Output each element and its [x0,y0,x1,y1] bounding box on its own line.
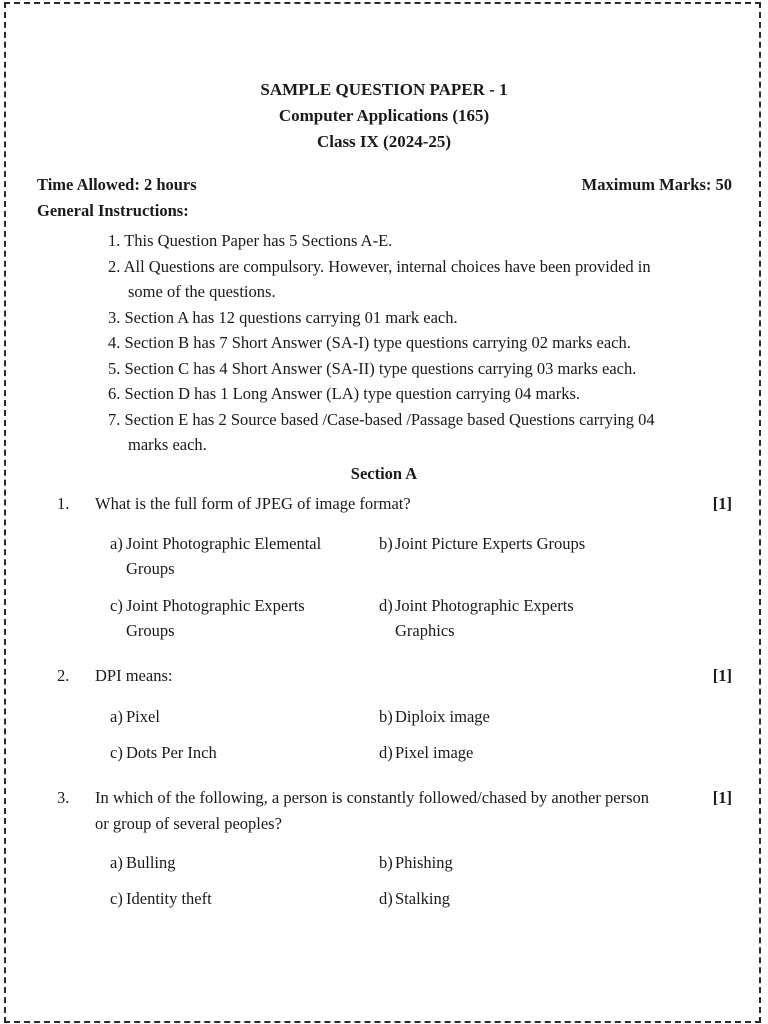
option-label: a) [110,534,123,553]
option-item [379,850,453,875]
question-marks: [1] [712,494,732,513]
option-text: Pixel image [395,743,474,762]
option-label: a) [110,707,123,726]
instruction-number: 1. [108,231,121,250]
option-label: c) [110,596,123,615]
instructions-list [108,228,748,458]
option-item [110,593,305,643]
paper-subject: Computer Applications (165) [278,106,490,125]
instruction-number: 7. [108,409,121,429]
question-number: 1. [57,494,70,513]
option-item [110,886,212,911]
instruction-text-continued: marks each. [128,435,207,454]
instruction-number: 3. [108,307,121,327]
option-item [379,531,585,556]
option-text: Identity theft [126,889,212,908]
option-item [379,886,450,911]
instruction-text: Section B has 7 Short Answer (SA-I) type questions carrying 02 marks each. [124,333,631,352]
instruction-text: Section A has 12 questions carrying 01 mark each. [124,307,458,327]
instruction-item [108,330,748,356]
instruction-item [108,254,748,305]
question-text-continued: or group of several peoples? [95,814,282,833]
option-label: d) [379,596,393,615]
section-a-heading: Section A [350,464,418,483]
option-text: Dots Per Inch [126,743,217,762]
option-label: b) [379,707,393,726]
option-item [379,593,574,643]
option-item [110,850,176,875]
instruction-text: This Question Paper has 5 Sections A-E. [124,231,393,250]
maximum-marks: Maximum Marks: 50 [581,175,732,194]
paper-class: Class IX (2024-25) [316,132,452,151]
option-label: d) [379,743,393,762]
option-text: Pixel [126,707,160,726]
option-text: Phishing [395,853,453,872]
option-label: d) [379,889,393,908]
instruction-text: All Questions are compulsory. However, internal choices have been provided in [123,256,651,276]
question-text: In which of the following, a person is constantly followed/chased by another person [95,788,649,807]
option-text-continued: Graphics [395,621,455,640]
option-text: Joint Photographic Experts [395,596,574,615]
option-label: b) [379,534,393,553]
time-allowed: Time Allowed: 2 hours [37,175,197,194]
instruction-item [108,305,748,331]
instruction-text: Section C has 4 Short Answer (SA-II) type questions carrying 03 marks each. [124,358,637,378]
instruction-number: 6. [108,384,121,403]
option-text: Joint Picture Experts Groups [395,534,586,553]
paper-title: SAMPLE QUESTION PAPER - 1 [260,80,508,99]
option-item [110,740,217,765]
question-text: DPI means: [95,666,173,685]
option-text: Stalking [395,889,451,908]
option-item [379,740,473,765]
instructions-heading: General Instructions: [37,201,189,220]
question-number: 3. [57,788,70,807]
option-text: Bulling [126,853,176,872]
option-text: Joint Photographic Experts [126,596,305,615]
option-text-continued: Groups [126,559,175,578]
instruction-item [108,407,748,458]
question-marks: [1] [712,666,732,685]
option-text: Joint Photographic Elemental [126,534,322,553]
instruction-text: Section E has 2 Source based /Case-based /Passage based Questions carrying 04 [124,409,655,429]
option-item [379,704,490,729]
option-item [110,531,321,581]
option-label: c) [110,889,123,908]
question-number: 2. [57,666,70,685]
option-text-continued: Groups [126,621,175,640]
option-label: a) [110,853,123,872]
instruction-text: Section D has 1 Long Answer (LA) type question carrying 04 marks. [124,384,580,403]
instruction-item [108,356,748,382]
instruction-number: 5. [108,358,121,378]
question-text: What is the full form of JPEG of image format? [95,494,411,513]
instruction-item [108,381,748,407]
instruction-item [108,228,748,254]
option-label: b) [379,853,393,872]
instruction-text-continued: some of the questions. [128,282,276,301]
option-item [110,704,160,729]
instruction-number: 4. [108,333,121,352]
question-marks: [1] [712,788,732,807]
instruction-number: 2. [108,256,121,276]
option-text: Diploix image [395,707,490,726]
option-label: c) [110,743,123,762]
